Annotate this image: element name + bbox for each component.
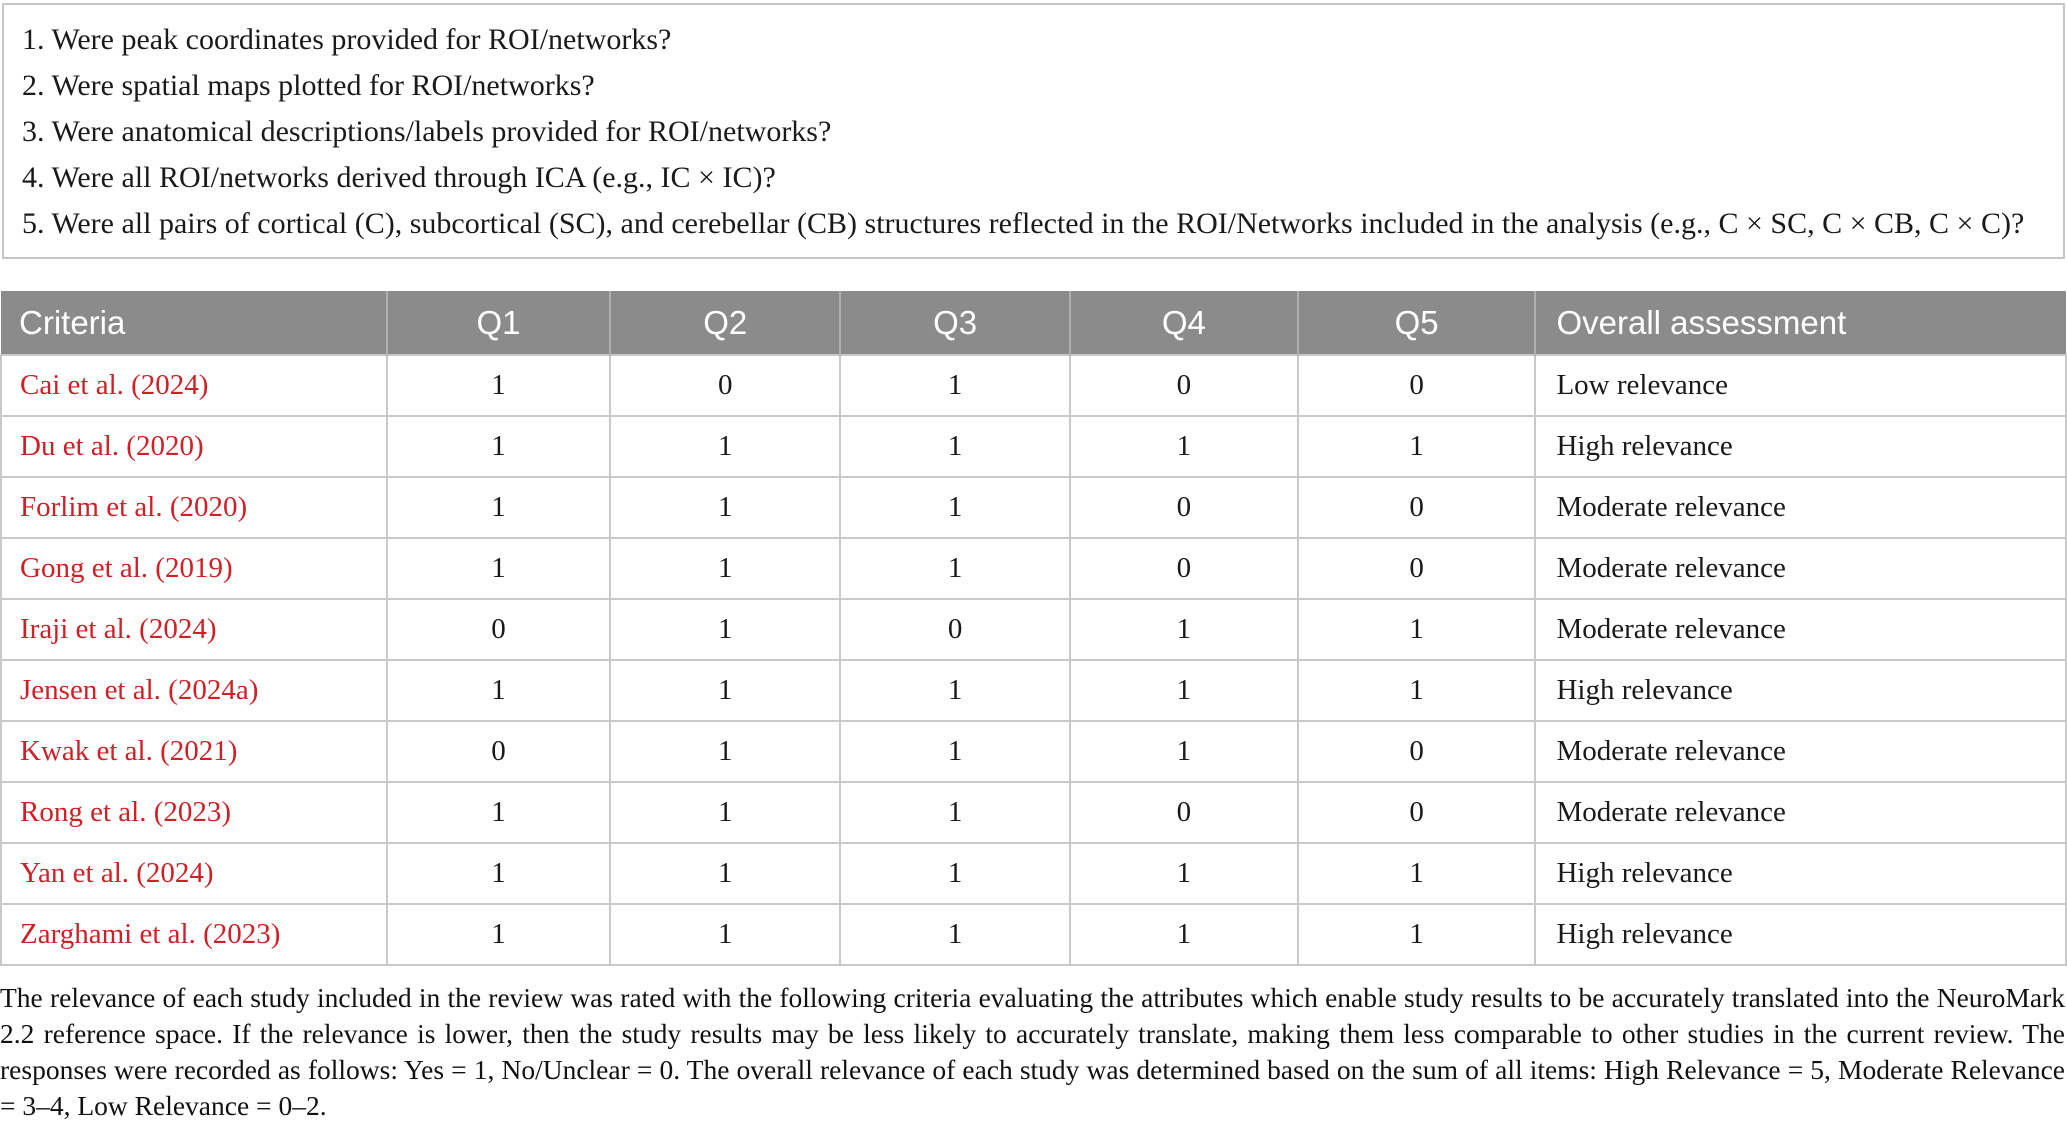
header-q1: Q1 <box>387 291 611 355</box>
relevance-assessment-table <box>0 291 2067 966</box>
score-cell: 0 <box>610 355 840 416</box>
overall-assessment-cell: High relevance <box>1535 660 2066 721</box>
header-q3: Q3 <box>840 291 1070 355</box>
overall-assessment-cell: High relevance <box>1535 904 2066 965</box>
table-row <box>1 355 2066 416</box>
score-cell: 1 <box>387 355 611 416</box>
overall-assessment-cell: Moderate relevance <box>1535 477 2066 538</box>
overall-assessment-cell: Moderate relevance <box>1535 538 2066 599</box>
score-cell: 1 <box>610 416 840 477</box>
study-citation-link[interactable]: Cai et al. (2024) <box>1 355 387 416</box>
score-cell: 1 <box>610 904 840 965</box>
overall-assessment-cell: Moderate relevance <box>1535 782 2066 843</box>
score-cell: 1 <box>610 721 840 782</box>
table-row <box>1 721 2066 782</box>
header-overall-assessment: Overall assessment <box>1535 291 2066 355</box>
score-cell: 0 <box>1298 477 1536 538</box>
overall-assessment-cell: Low relevance <box>1535 355 2066 416</box>
score-cell: 1 <box>1070 721 1298 782</box>
study-citation-link[interactable]: Yan et al. (2024) <box>1 843 387 904</box>
score-cell: 1 <box>610 843 840 904</box>
score-cell: 0 <box>1070 477 1298 538</box>
score-cell: 1 <box>610 599 840 660</box>
table-row <box>1 477 2066 538</box>
score-cell: 0 <box>1298 782 1536 843</box>
score-cell: 1 <box>1298 843 1536 904</box>
table-row <box>1 538 2066 599</box>
overall-assessment-cell: High relevance <box>1535 416 2066 477</box>
study-citation-link[interactable]: Zarghami et al. (2023) <box>1 904 387 965</box>
score-cell: 1 <box>840 721 1070 782</box>
score-cell: 1 <box>840 660 1070 721</box>
score-cell: 1 <box>840 904 1070 965</box>
table-row <box>1 904 2066 965</box>
study-citation-link[interactable]: Du et al. (2020) <box>1 416 387 477</box>
header-q2: Q2 <box>610 291 840 355</box>
score-cell: 1 <box>1070 904 1298 965</box>
study-citation-link[interactable]: Iraji et al. (2024) <box>1 599 387 660</box>
score-cell: 1 <box>1070 660 1298 721</box>
score-cell: 1 <box>610 538 840 599</box>
question-2: 2. Were spatial maps plotted for ROI/networks? <box>22 69 595 102</box>
score-cell: 0 <box>1298 538 1536 599</box>
score-cell: 1 <box>387 477 611 538</box>
score-cell: 1 <box>387 904 611 965</box>
header-q4: Q4 <box>1070 291 1298 355</box>
table-row <box>1 843 2066 904</box>
question-5: 5. Were all pairs of cortical (C), subcortical (SC), and cerebellar (CB) structures reflected in the ROI/Networks included in the analysis (e.g., C × SC, C × CB, C × C)? <box>22 207 2025 240</box>
score-cell: 0 <box>387 721 611 782</box>
overall-assessment-cell: High relevance <box>1535 843 2066 904</box>
table-row <box>1 416 2066 477</box>
score-cell: 1 <box>387 782 611 843</box>
study-citation-link[interactable]: Rong et al. (2023) <box>1 782 387 843</box>
question-1: 1. Were peak coordinates provided for ROI/networks? <box>22 23 672 56</box>
score-cell: 0 <box>1298 355 1536 416</box>
header-criteria: Criteria <box>1 291 387 355</box>
score-cell: 1 <box>1298 904 1536 965</box>
score-cell: 1 <box>840 477 1070 538</box>
table-footnote: The relevance of each study included in the review was rated with the following criteria evaluating the attributes which enable study results to be accurately translated into the NeuroMark 2.2 reference space. If the relevance is lower, then the study results may be less likely to accurately translate, making them less comparable to other studies in the current review. The responses were recorded as follows: Yes = 1, No/Unclear = 0. The overall relevance of each study was determined based on the sum of all items: High Relevance = 5, Moderate Relevance = 3–4, Low Relevance = 0–2. <box>0 982 2065 1121</box>
score-cell: 1 <box>610 782 840 843</box>
score-cell: 1 <box>1298 599 1536 660</box>
score-cell: 1 <box>840 538 1070 599</box>
question-3: 3. Were anatomical descriptions/labels provided for ROI/networks? <box>22 115 832 148</box>
score-cell: 1 <box>840 416 1070 477</box>
score-cell: 1 <box>1070 843 1298 904</box>
score-cell: 1 <box>387 660 611 721</box>
study-citation-link[interactable]: Jensen et al. (2024a) <box>1 660 387 721</box>
table-row <box>1 660 2066 721</box>
score-cell: 1 <box>1298 660 1536 721</box>
score-cell: 0 <box>387 599 611 660</box>
score-cell: 1 <box>387 416 611 477</box>
score-cell: 1 <box>1070 416 1298 477</box>
score-cell: 0 <box>840 599 1070 660</box>
table-row <box>1 782 2066 843</box>
score-cell: 1 <box>840 782 1070 843</box>
table-row <box>1 599 2066 660</box>
score-cell: 1 <box>387 538 611 599</box>
score-cell: 1 <box>1070 599 1298 660</box>
header-q5: Q5 <box>1298 291 1536 355</box>
score-cell: 1 <box>840 843 1070 904</box>
question-4: 4. Were all ROI/networks derived through ICA (e.g., IC × IC)? <box>22 161 776 194</box>
score-cell: 1 <box>1298 416 1536 477</box>
study-citation-link[interactable]: Gong et al. (2019) <box>1 538 387 599</box>
study-citation-link[interactable]: Kwak et al. (2021) <box>1 721 387 782</box>
score-cell: 0 <box>1070 538 1298 599</box>
table-header-row <box>1 291 2066 355</box>
score-cell: 1 <box>610 660 840 721</box>
score-cell: 1 <box>610 477 840 538</box>
study-citation-link[interactable]: Forlim et al. (2020) <box>1 477 387 538</box>
score-cell: 1 <box>840 355 1070 416</box>
overall-assessment-cell: Moderate relevance <box>1535 599 2066 660</box>
score-cell: 0 <box>1298 721 1536 782</box>
overall-assessment-cell: Moderate relevance <box>1535 721 2066 782</box>
score-cell: 1 <box>387 843 611 904</box>
score-cell: 0 <box>1070 782 1298 843</box>
criteria-questions-box <box>2 3 2065 259</box>
score-cell: 0 <box>1070 355 1298 416</box>
